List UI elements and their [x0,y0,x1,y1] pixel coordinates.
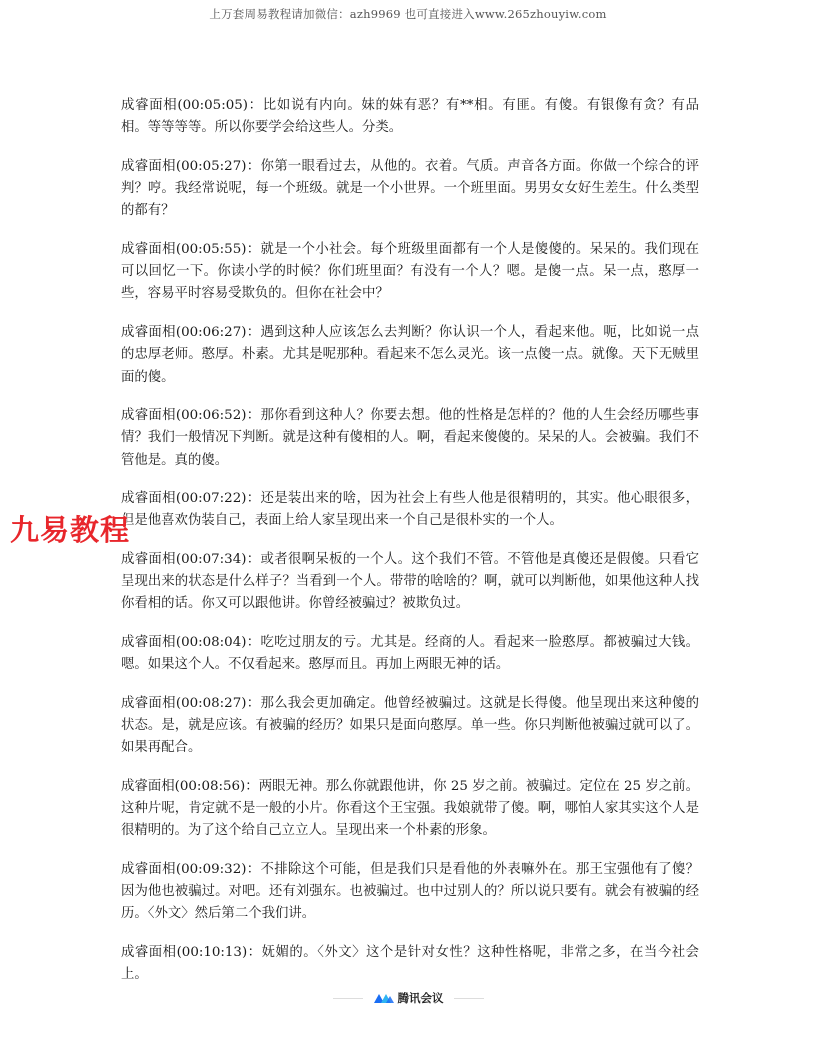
speaker-timestamp: 成睿面相(00:05:27)： [121,158,261,174]
transcript-entry [121,942,699,987]
transcript-entry [121,322,699,389]
transcript [121,95,699,1003]
entry-text: 比如说有内向。妹的妹有恶？有**相。有匪。有傻。有银像有贪？有品相。等等等等。所以你要学会给这些人。分类。 [121,98,699,136]
entry-text: 遇到这种人应该怎么去判断？你认识一个人，看起来他。呃，比如说一点的忠厚老师。憨厚。朴素。尤其是呢那种。看起来不怎么灵光。该一点傻一点。就像。天下无贼里面的傻。 [121,324,699,385]
transcript-entry [121,239,699,306]
speaker-timestamp: 成睿面相(00:10:13)： [121,944,262,960]
entry-text: 那你看到这种人？你要去想。他的性格是怎样的？他的人生会经历哪些事情？我们一般情况下判断。就是这种有傻相的人。啊，看起来傻傻的。呆呆的人。会被骗。我们不管他是。真的傻。 [121,408,699,468]
entry-text: 那么我会更加确定。他曾经被骗过。这就是长得傻。他呈现出来这种傻的状态。是，就是应该。有被骗的经历？如果只是面向憨厚。单一些。你只判断他被骗过就可以了。如果再配合。 [121,695,699,756]
entry-text: 还是装出来的啥，因为社会上有些人他是很精明的，其实。他心眼很多，但是他喜欢伪装自己，表面上给人家呈现出来一个自己是很朴实的一个人。 [121,491,699,529]
speaker-timestamp: 成睿面相(00:05:55)： [121,241,261,257]
footer-logo [373,990,444,1006]
speaker-timestamp: 成睿面相(00:08:27)： [121,695,261,711]
speaker-timestamp: 成睿面相(00:07:22)： [121,491,261,507]
entry-text: 或者很啊呆板的一个人。这个我们不管。不管他是真傻还是假傻。只看它呈现出来的状态是什么样子？当看到一个人。带带的啥啥的？啊，就可以判断他，如果他这种人找你看相的话。你又可以跟他讲。你曾经被骗过？被欺负过。 [121,551,699,612]
footer-divider-left [333,998,363,999]
transcript-entry [121,95,699,140]
transcript-entry [121,776,699,843]
transcript-entry [121,859,699,926]
transcript-entry [121,549,699,616]
entry-text: 吃吃过朋友的亏。尤其是。经商的人。看起来一脸憨厚。都被骗过大钱。嗯。如果这个人。不仅看起来。憨厚而且。再加上两眼无神的话。 [121,634,699,673]
page-header: 上万套周易教程请加微信：azh9969 也可直接进入www.265zhouyiw.com [209,7,607,21]
entry-text: 就是一个小社会。每个班级里面都有一个人是傻傻的。呆呆的。我们现在可以回忆一下。你读小学的时候？你们班里面？有没有一个人？嗯。是傻一点。呆一点，憨厚一些，容易平时容易受欺负的。但你在社会中？ [121,241,699,302]
speaker-timestamp: 成睿面相(00:08:56)： [121,778,259,794]
watermark-logo: 九易教程 [10,513,131,547]
speaker-timestamp: 成睿面相(00:08:04)： [121,634,261,650]
entry-text: 妩媚的。〈外文〉这个是针对女性？这种性格呢，非常之多，在当今社会上。 [121,944,699,983]
transcript-entry [121,693,699,760]
footer-divider-right [454,998,484,999]
entry-text: 不排除这个可能，但是我们只是看他的外表嘛外在。那王宝强他有了傻？因为他也被骗过。对吧。还有刘强东。也被骗过。也中过别人的？所以说只要有。就会有被骗的经历。〈外文〉然后第二个我们讲。 [121,861,699,922]
speaker-timestamp: 成睿面相(00:06:27)： [121,324,261,340]
transcript-entry [121,632,699,677]
speaker-timestamp: 成睿面相(00:06:52)： [121,408,261,424]
footer-brand [0,990,816,1006]
footer-brand-name: 腾讯会议 [397,991,444,1005]
speaker-timestamp: 成睿面相(00:09:32)： [121,861,261,877]
entry-text: 你第一眼看过去，从他的。衣着。气质。声音各方面。你做一个综合的评判？哼。我经常说呢，每一个班级。就是一个小世界。一个班里面。男男女女好生差生。什么类型的都有？ [121,158,699,219]
speaker-timestamp: 成睿面相(00:07:34)： [121,551,261,567]
tencent-meeting-logo-icon [373,992,395,1004]
speaker-timestamp: 成睿面相(00:05:05)： [121,98,263,113]
entry-text: 两眼无神。那么你就跟他讲，你 25 岁之前。被骗过。定位在 25 岁之前。这种片呢，肯定就不是一般的小片。你看这个王宝强。我娘就带了傻。啊，哪怕人家其实这个人是很精明的。为了这个给自己立立人。呈现出来一个朴素的形象。 [121,778,699,839]
transcript-entry [121,405,699,472]
transcript-entry [121,488,699,533]
transcript-entry [121,156,699,223]
